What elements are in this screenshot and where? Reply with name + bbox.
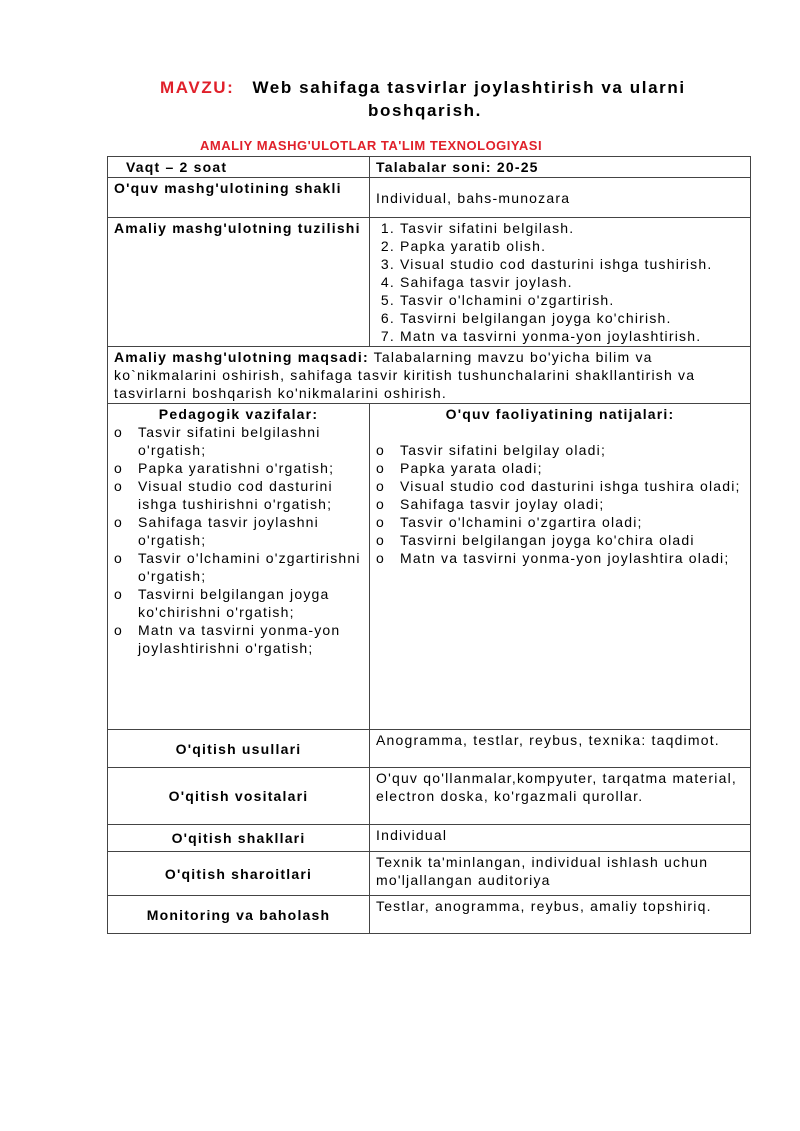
table-row-shakl	[108, 178, 751, 218]
monitoring-value: Testlar, anogramma, reybus, amaliy topshiriq.	[370, 896, 751, 934]
table-row-tuzilish	[108, 218, 751, 347]
list-item: o Papka yarata oladi;	[400, 459, 744, 477]
table-row-vositalar	[108, 768, 751, 825]
list-item: 5. Tasvir o'lchamini o'zgartirish.	[400, 291, 744, 309]
list-item: o Visual studio cod dasturini ishga tushirishni o'rgatish;	[138, 477, 363, 513]
table-row-maqsad	[108, 347, 751, 404]
vaqt-cell: Vaqt – 2 soat	[108, 157, 370, 178]
vositalar-value: O'quv qo'llanmalar,kompyuter, tarqatma material, electron doska, ko'rgazmali qurollar.	[370, 768, 751, 825]
list-item: o Tasvir sifatini belgilay oladi;	[400, 441, 744, 459]
monitoring-label: Monitoring va baholash	[108, 896, 370, 934]
list-item: o Tasvir o'lchamini o'zgartira oladi;	[400, 513, 744, 531]
pedagogik-header: Pedagogik vazifalar:	[158, 406, 319, 422]
maqsad-cell	[108, 347, 751, 404]
list-item: o Tasvir sifatini belgilashni o'rgatish;	[138, 423, 363, 459]
table-row-monitoring	[108, 896, 751, 934]
vositalar-label: O'qitish vositalari	[108, 768, 370, 825]
list-item: 2. Papka yaratib olish.	[400, 237, 744, 255]
tuzilish-label: Amaliy mashg'ulotning tuzilishi	[108, 218, 370, 347]
pedagogik-cell	[108, 404, 370, 730]
table-row-sharoitlari	[108, 852, 751, 896]
sharoitlari-value: Texnik ta'minlangan, individual ishlash uchun mo'ljallangan auditoriya	[370, 852, 751, 896]
natijalar-header: O'quv faoliyatining natijalari:	[445, 406, 675, 422]
title-line-1: Web sahifaga tasvirlar joylashtirish va ularni	[252, 78, 686, 97]
pedagogik-list	[114, 423, 363, 657]
list-item: o Matn va tasvirni yonma-yon joylashtirishni o'rgatish;	[138, 621, 363, 657]
list-item: o Visual studio cod dasturini ishga tushira oladi;	[400, 477, 744, 495]
list-item: o Tasvir o'lchamini o'zgartirishni o'rgatish;	[138, 549, 363, 585]
list-item: 1. Tasvir sifatini belgilash.	[400, 219, 744, 237]
list-item: o Sahifaga tasvir joylay oladi;	[400, 495, 744, 513]
tuzilish-list	[376, 219, 744, 345]
table-row-shakllari	[108, 825, 751, 852]
document-title	[160, 76, 780, 122]
list-item: o Tasvirni belgilangan joyga ko'chira oladi	[400, 531, 744, 549]
shakllari-value: Individual	[370, 825, 751, 852]
list-item: 4. Sahifaga tasvir joylash.	[400, 273, 744, 291]
table-row-vazifalar	[108, 404, 751, 730]
title-line-2: boshqarish.	[368, 101, 482, 120]
list-item: o Tasvirni belgilangan joyga ko'chirishni o'rgatish;	[138, 585, 363, 621]
shakl-value: Individual, bahs-munozara	[370, 178, 751, 218]
list-item: o Matn va tasvirni yonma-yon joylashtira oladi;	[400, 549, 744, 567]
maqsad-text: Talabalarning mavzu bo'yicha bilim va ko`nikmalarini oshirish, sahifaga tasvir kiritish tushunchalarini shakllantirish va tasvirlarni boshqarish ko'nikmalarini oshirish.	[114, 349, 696, 401]
shakl-label: O'quv mashg'ulotining shakli	[108, 178, 370, 218]
list-item: 7. Matn va tasvirni yonma-yon joylashtirish.	[400, 327, 744, 345]
list-item: 3. Visual studio cod dasturini ishga tushirish.	[400, 255, 744, 273]
natijalar-list	[376, 441, 744, 567]
mavzu-label: MAVZU:	[160, 78, 235, 97]
list-item: 6. Tasvirni belgilangan joyga ko'chirish.	[400, 309, 744, 327]
usullar-label: O'qitish usullari	[108, 730, 370, 768]
lesson-plan-table	[107, 156, 751, 934]
shakllari-label: O'qitish shakllari	[108, 825, 370, 852]
table-row-usullar	[108, 730, 751, 768]
table-row-time	[108, 157, 751, 178]
sharoitlari-label: O'qitish sharoitlari	[108, 852, 370, 896]
document-subtitle: AMALIY MASHG'ULOTLAR TA'LIM TEXNOLOGIYASI	[200, 138, 543, 153]
talabalar-cell: Talabalar soni: 20-25	[370, 157, 751, 178]
natijalar-cell	[370, 404, 751, 730]
list-item: o Papka yaratishni o'rgatish;	[138, 459, 363, 477]
usullar-value: Anogramma, testlar, reybus, texnika: taqdimot.	[370, 730, 751, 768]
list-item: o Sahifaga tasvir joylashni o'rgatish;	[138, 513, 363, 549]
tuzilish-list-cell	[370, 218, 751, 347]
maqsad-label: Amaliy mashg'ulotning maqsadi:	[114, 349, 369, 365]
